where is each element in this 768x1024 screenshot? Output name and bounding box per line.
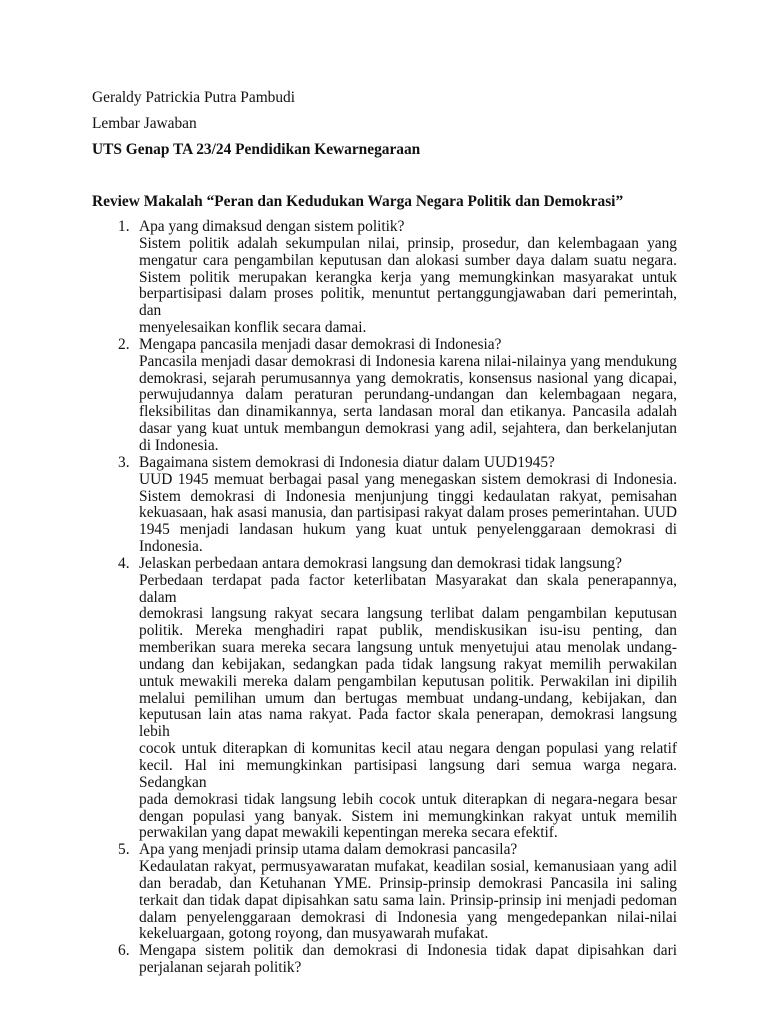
answer-line: Sistem demokrasi di Indonesia menjunjung tinggi kedaulatan rakyat, pemisahan [139, 487, 677, 505]
answer-line: fleksibilitas dan dinamikannya, serta landasan moral dan etikanya. Pancasila adalah [139, 403, 677, 421]
answer-line: UUD 1945 memuat berbagai pasal yang menegaskan sistem demokrasi di Indonesia. [139, 470, 677, 488]
answer-line: kekuasaan, hak asasi manusia, dan partisipasi rakyat dalam proses pemerintahan. UUD [139, 504, 677, 522]
answer-line: dasar yang kuat untuk membangun demokrasi yang adil, sejahtera, dan berkelanjutan [139, 420, 677, 438]
answer-line: dalam penyelenggaraan demokrasi di Indonesia yang mengedepankan nilai-nilai [139, 908, 677, 926]
author-name: Geraldy Patrickia Putra Pambudi [92, 89, 296, 106]
document-header [92, 89, 712, 219]
answer-line: memberikan suara mereka secara langsung untuk menyetujui atau menolak undang- [139, 639, 677, 657]
answer-line: pada demokrasi tidak langsung lebih cocok untuk diterapkan di negara-negara besar [139, 790, 677, 808]
answer-line: demokrasi, sejarah perumusannya yang demokratis, konsensus nasional yang dicapai, [139, 369, 677, 387]
item-number: 6. [118, 942, 130, 960]
item-number: 1. [118, 218, 130, 235]
answer-line: demokrasi langsung rakyat secara langsung terlibat dalam pengambilan keputusan [139, 605, 677, 623]
answer-line: Sistem politik adalah sekumpulan nilai, prinsip, prosedur, dan kelembagaan yang [139, 234, 677, 252]
question-list [118, 218, 677, 977]
question-line: Mengapa sistem politik dan demokrasi di Indonesia tidak dapat dipisahkan dari [139, 942, 677, 960]
answer-line: dan beradab, dan Ketuhanan YME. Prinsip-prinsip demokrasi Pancasila ini saling [139, 874, 677, 892]
item-number: 3. [118, 453, 130, 471]
list-item [118, 942, 677, 977]
item-number: 4. [118, 554, 130, 572]
list-item [118, 554, 677, 842]
answer-line: Kedaulatan rakyat, permusyawaratan mufakat, keadilan sosial, kemanusiaan yang adil [139, 858, 677, 876]
question-line: Apa yang menjadi prinsip utama dalam demokrasi pancasila? [139, 841, 518, 859]
answer-line: perwujudannya dalam peraturan perundang-undangan dan kelembagaan negara, [139, 386, 677, 404]
answer-line: perwakilan yang dapat mewakili kepentingan mereka secara efektif. [139, 824, 558, 842]
answer-line: terkait dan tidak dapat dipisahkan satu sama lain. Prinsip-prinsip ini menjadi pedoman [139, 891, 677, 909]
list-item [118, 218, 677, 337]
blank-line [92, 167, 712, 184]
question-line: Apa yang dimaksud dengan sistem politik? [139, 218, 405, 235]
item-number: 5. [118, 841, 130, 859]
answer-line: melalui pemilihan umum dan bertugas membuat undang-undang, kebijakan, dan [139, 689, 677, 707]
review-title: Review Makalah “Peran dan Kedudukan Warga Negara Politik dan Demokrasi” [92, 193, 624, 210]
answer-line: kekeluargaan, gotong royong, dan musyawarah mufakat. [139, 925, 489, 943]
exam-title: UTS Genap TA 23/24 Pendidikan Kewarnegaraan [92, 141, 421, 158]
question-line: Bagaimana sistem demokrasi di Indonesia diatur dalam UUD1945? [139, 453, 555, 471]
answer-line: keputusan lain atas nama rakyat. Pada factor skala penerapan, demokrasi langsung lebih [139, 706, 677, 741]
answer-line: 1945 menjadi landasan hukum yang kuat untuk penyelenggaraan demokrasi di [139, 521, 677, 539]
question-line: Jelaskan perbedaan antara demokrasi langsung dan demokrasi tidak langsung? [139, 554, 622, 572]
list-item [118, 335, 677, 455]
answer-line: politik. Mereka menghadiri rapat publik, mendiskusikan isu-isu penting, dan [139, 622, 677, 640]
list-item [118, 453, 677, 556]
list-item [118, 841, 677, 943]
answer-line: Sistem politik merupakan kerangka kerja yang memungkinkan masyarakat untuk [139, 268, 677, 286]
answer-line: mengatur cara pengambilan keputusan dan alokasi sumber daya dalam suatu negara. [139, 251, 677, 269]
answer-line: untuk mewakili mereka dalam pengambilan keputusan politik. Perwakilan ini dipilih [139, 672, 677, 690]
answer-line: berpartisipasi dalam proses politik, menuntut pertanggungjawaban dari pemerintah, dan [139, 285, 677, 320]
answer-line: cocok untuk diterapkan di komunitas kecil atau negara dengan populasi yang relatif [139, 740, 677, 758]
answer-line: Pancasila menjadi dasar demokrasi di Indonesia karena nilai-nilainya yang mendukung [139, 352, 677, 370]
answer-line: menyelesaikan konflik secara damai. [139, 319, 367, 337]
answer-line: Perbedaan terdapat pada factor keterlibatan Masyarakat dan skala penerapannya, dalam [139, 571, 677, 606]
answer-line: kecil. Hal ini memungkinkan partisipasi langsung dari semua warga negara. Sedangkan [139, 757, 677, 791]
answer-line: dengan populasi yang banyak. Sistem ini memungkinkan rakyat untuk memilih [139, 807, 677, 825]
answer-line: undang dan kebijakan, sedangkan pada tidak langsung rakyat memilih perwakilan [139, 655, 677, 673]
answer-line: Indonesia. [139, 538, 203, 556]
sheet-label: Lembar Jawaban [92, 115, 197, 132]
answer-line: di Indonesia. [139, 436, 219, 454]
question-line: perjalanan sejarah politik? [139, 959, 302, 977]
item-number: 2. [118, 335, 130, 353]
question-line: Mengapa pancasila menjadi dasar demokrasi di Indonesia? [139, 335, 502, 353]
